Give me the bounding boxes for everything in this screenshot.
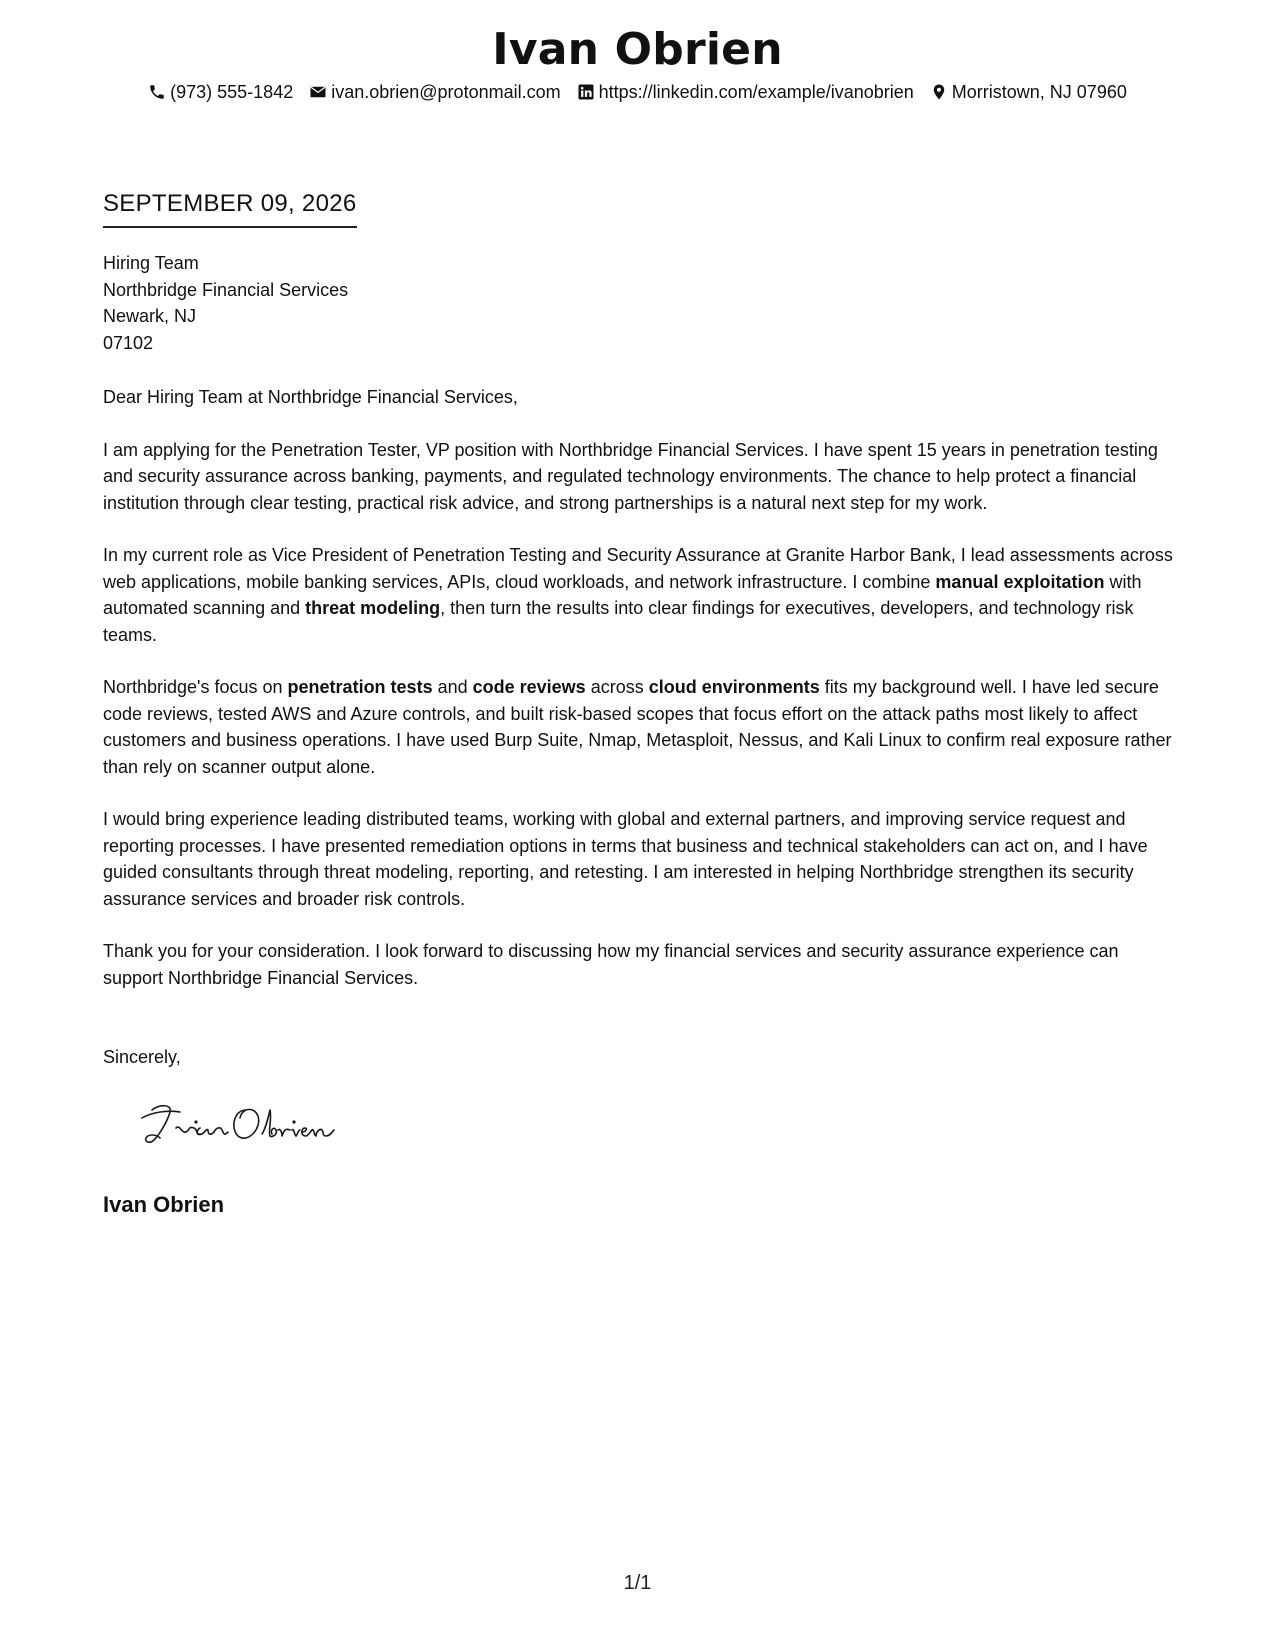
letter-date: SEPTEMBER 09, 2026 [103,188,357,228]
text-run: , then turn the results into clear findings for executives, developers, and technology risk teams. [103,598,1134,645]
linkedin-icon [577,83,595,101]
page-number: 1/1 [623,1572,652,1594]
bold-keyword: penetration tests [287,677,433,697]
contact-info-row [0,80,1275,104]
paragraph-3 [103,674,1183,780]
envelope-icon [309,83,327,101]
recipient-line: 07102 [103,332,154,353]
bold-keyword: manual exploitation [935,571,1105,592]
paragraph-2 [103,542,1183,648]
map-pin-icon [930,83,948,101]
text-run: and [432,677,473,697]
salutation: Dear Hiring Team at Northbridge Financial Services, [103,387,518,407]
applicant-name-heading: Ivan Obrien [492,24,783,75]
phone-icon [148,83,166,101]
text-run: across [585,677,649,697]
bold-keyword: code reviews [472,677,586,697]
contact-email[interactable] [309,80,560,104]
text-run: In my current role as Vice President of Penetration Testing and Security Assurance at Granite Harbor Bank, I lead assessments across web applications, mobile banking services, APIs, cloud workloads, and network infrastructure. I combine [103,545,1173,592]
phone-text: (973) 555-1842 [170,82,294,102]
linkedin-text[interactable]: https://linkedin.com/example/ivanobrien [598,82,914,102]
bold-keyword: threat modeling [305,598,441,618]
paragraph-1: I am applying for the Penetration Tester, VP position with Northbridge Financial Services. I have spent 15 years in penetration testing and security assurance across banking, payments, and regulated technology environments. The chance to help protect a financial institution through clear testing, practical risk advice, and strong partnerships is a natural next step for my work. [103,439,1158,513]
location-text: Morristown, NJ 07960 [951,82,1127,102]
recipient-line: Northbridge Financial Services [103,279,349,300]
signed-name: Ivan Obrien [103,1192,225,1217]
bold-keyword: cloud environments [648,677,820,697]
text-run: with automated scanning and [103,571,1142,618]
recipient-line: Hiring Team [103,253,199,273]
contact-linkedin[interactable] [577,80,914,104]
recipient-address [103,250,348,356]
closing-phrase: Sincerely, [103,1047,181,1067]
handwritten-signature [138,1098,338,1154]
contact-location [930,80,1127,104]
text-run: Northbridge's focus on [103,677,288,697]
recipient-line: Newark, NJ [103,306,197,326]
email-text[interactable]: ivan.obrien@protonmail.com [331,82,561,102]
contact-phone [148,80,293,104]
paragraph-4: I would bring experience leading distributed teams, working with global and external partners, and improving service request and reporting processes. I have presented remediation options in terms that business and technical stakeholders can act on, and I have guided consultants through threat modeling, reporting, and retesting. I am interested in helping Northbridge strengthen its security assurance services and broader risk controls. [103,809,1148,909]
paragraph-5: Thank you for your consideration. I look forward to discussing how my financial services and security assurance experience can support Northbridge Financial Services. [103,941,1119,988]
text-run: fits my background well. I have led secure code reviews, tested AWS and Azure controls, and built risk-based scopes that focus effort on the attack paths most likely to affect customers and business operations. I have used Burp Suite, Nmap, Metasploit, Nessus, and Kali Linux to confirm real exposure rather than rely on scanner output alone. [103,677,1172,777]
letter-body [103,384,1183,1017]
